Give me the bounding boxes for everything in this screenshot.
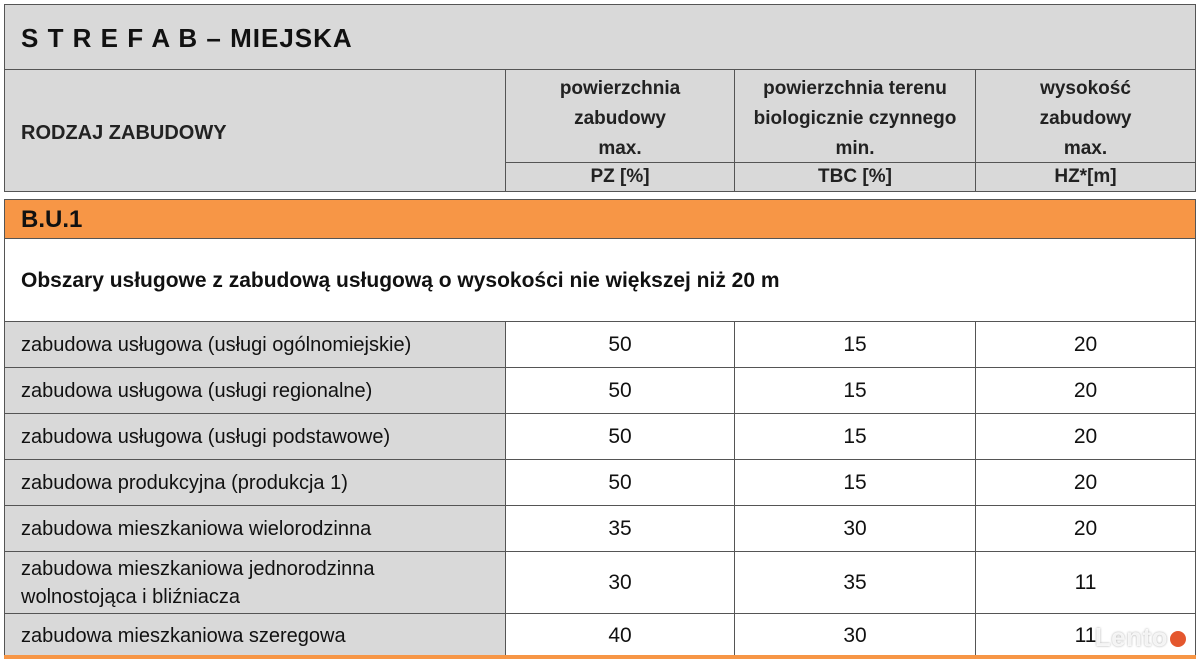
section-description-text: Obszary usługowe z zabudową usługową o wysokości nie większej niż 20 m bbox=[21, 269, 780, 292]
row-type: zabudowa usługowa (usługi regionalne) bbox=[4, 368, 505, 413]
row-pz: 35 bbox=[505, 506, 734, 551]
row-type: zabudowa usługowa (usługi podstawowe) bbox=[4, 414, 505, 459]
row-tbc: 30 bbox=[734, 614, 975, 658]
table-row bbox=[4, 321, 1196, 367]
column-header-pz-line: zabudowy bbox=[574, 108, 666, 129]
section-code: B.U.1 bbox=[21, 206, 83, 233]
column-header-tbc-unit: TBC [%] bbox=[735, 162, 975, 191]
table-row bbox=[4, 459, 1196, 505]
row-type: zabudowa mieszkaniowa szeregowa bbox=[4, 614, 505, 658]
column-header-type-label: RODZAJ ZABUDOWY bbox=[21, 122, 227, 144]
row-hz: 11 bbox=[975, 614, 1196, 658]
column-header-hz-line: wysokość bbox=[1040, 78, 1131, 99]
row-type: zabudowa mieszkaniowa wielorodzinna bbox=[4, 506, 505, 551]
column-header-tbc bbox=[734, 70, 975, 192]
row-type: zabudowa produkcyjna (produkcja 1) bbox=[4, 460, 505, 505]
column-header-pz-line: max. bbox=[598, 138, 642, 159]
watermark-text: Lento bbox=[1094, 622, 1168, 652]
table-row bbox=[4, 551, 1196, 613]
row-tbc: 15 bbox=[734, 460, 975, 505]
row-hz: 20 bbox=[975, 322, 1196, 367]
row-pz: 40 bbox=[505, 614, 734, 658]
row-pz: 50 bbox=[505, 368, 734, 413]
row-hz: 11 bbox=[975, 552, 1196, 613]
table-row bbox=[4, 613, 1196, 659]
row-pz: 50 bbox=[505, 460, 734, 505]
row-tbc: 15 bbox=[734, 322, 975, 367]
row-hz: 20 bbox=[975, 414, 1196, 459]
row-tbc: 30 bbox=[734, 506, 975, 551]
row-pz: 50 bbox=[505, 414, 734, 459]
column-header-hz-line: max. bbox=[1063, 138, 1108, 159]
zone-header bbox=[4, 4, 1196, 70]
row-type: zabudowa mieszkaniowa jednorodzinna wolnostojąca i bliźniacza bbox=[4, 552, 505, 613]
column-header-pz-line: powierzchnia bbox=[559, 78, 681, 99]
column-header-pz-unit: PZ [%] bbox=[506, 162, 734, 191]
table-body bbox=[4, 321, 1196, 659]
row-hz: 20 bbox=[975, 506, 1196, 551]
column-header-type bbox=[4, 70, 505, 192]
table-row bbox=[4, 413, 1196, 459]
row-tbc: 35 bbox=[734, 552, 975, 613]
column-header-tbc-line: powierzchnia terenu bbox=[763, 78, 947, 99]
column-header-hz-line: zabudowy bbox=[1039, 108, 1132, 129]
column-header-tbc-line: min. bbox=[835, 138, 875, 159]
zone-title: S T R E F A B – MIEJSKA bbox=[21, 23, 353, 53]
watermark-logo-icon bbox=[1170, 631, 1186, 647]
column-header-hz bbox=[975, 70, 1196, 192]
bottom-band bbox=[4, 655, 1196, 659]
section-description bbox=[4, 239, 1196, 321]
table-row bbox=[4, 505, 1196, 551]
row-pz: 50 bbox=[505, 322, 734, 367]
row-tbc: 15 bbox=[734, 414, 975, 459]
column-header-tbc-line: biologicznie czynnego bbox=[753, 108, 957, 129]
row-hz: 20 bbox=[975, 368, 1196, 413]
row-type: zabudowa usługowa (usługi ogólnomiejskie) bbox=[4, 322, 505, 367]
table-row bbox=[4, 367, 1196, 413]
row-pz: 30 bbox=[505, 552, 734, 613]
column-header-hz-unit: HZ*[m] bbox=[976, 162, 1195, 191]
watermark bbox=[1095, 622, 1186, 653]
row-hz: 20 bbox=[975, 460, 1196, 505]
row-tbc: 15 bbox=[734, 368, 975, 413]
column-header-pz bbox=[505, 70, 734, 192]
section-band bbox=[4, 199, 1196, 239]
